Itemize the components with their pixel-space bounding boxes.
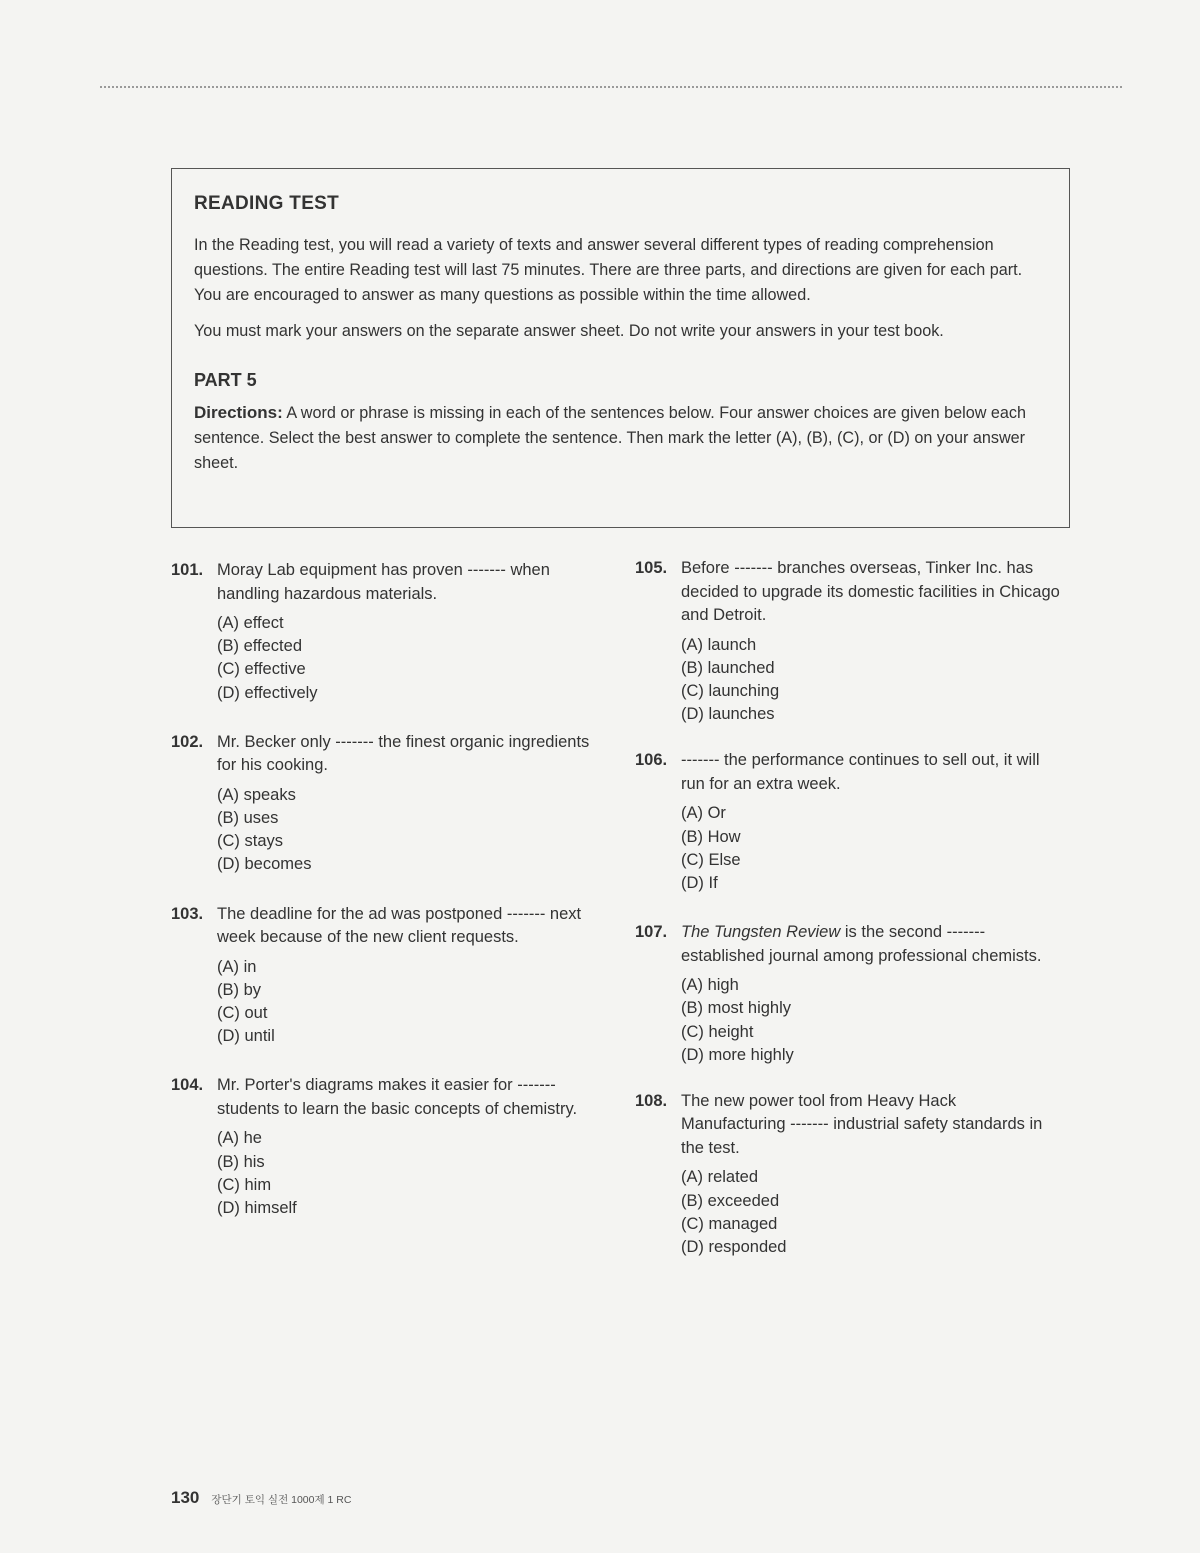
directions-label: Directions: bbox=[194, 403, 283, 422]
answer-option: (D) until bbox=[217, 1027, 275, 1046]
answer-option: (D) launches bbox=[681, 705, 775, 724]
answer-options bbox=[681, 634, 1065, 727]
questions-right-column bbox=[635, 557, 1065, 1259]
answer-option: (B) by bbox=[217, 980, 262, 999]
answer-option: (C) effective bbox=[217, 660, 306, 679]
answer-options bbox=[681, 1166, 1065, 1259]
answer-options bbox=[217, 784, 601, 877]
question-number: 107. bbox=[635, 923, 668, 942]
question-number: 104. bbox=[171, 1076, 204, 1095]
reading-test-heading: READING TEST bbox=[194, 193, 340, 214]
answer-option: (A) effect bbox=[217, 614, 284, 632]
book-title: 장단기 토익 실전 1000제 1 RC bbox=[211, 1494, 352, 1506]
answer-option: (A) in bbox=[217, 957, 257, 976]
question-103 bbox=[171, 903, 601, 1049]
answer-option: (D) becomes bbox=[217, 855, 312, 874]
question-102 bbox=[171, 731, 601, 877]
top-dotted-rule bbox=[100, 86, 1122, 88]
question-101 bbox=[171, 559, 601, 705]
answer-option: (A) he bbox=[217, 1129, 262, 1148]
answer-option: (C) Else bbox=[681, 850, 741, 869]
answer-option: (B) effected bbox=[217, 637, 302, 656]
answer-option: (B) his bbox=[217, 1152, 265, 1171]
question-text: Moray Lab equipment has proven ------- when handling hazardous materials. bbox=[217, 561, 550, 603]
directions-text: A word or phrase is missing in each of the sentences below. Four answer choices are given below each sentence. Select the best answer to complete the sentence. Then mark the letter (A), (B), (C), or (D) on your answer sheet. bbox=[194, 404, 1027, 472]
question-number: 103. bbox=[171, 904, 204, 923]
question-text: Mr. Porter's diagrams makes it easier for ------- students to learn the basic concepts of chemistry. bbox=[217, 1076, 578, 1118]
question-text: ------- the performance continues to sell out, it will run for an extra week. bbox=[681, 751, 1040, 793]
question-text: The new power tool from Heavy Hack Manufacturing ------- industrial safety standards in the test. bbox=[681, 1091, 1043, 1157]
page-footer bbox=[171, 1488, 351, 1508]
reading-test-instructions-box bbox=[171, 168, 1070, 528]
question-number: 106. bbox=[635, 751, 668, 770]
question-106 bbox=[635, 749, 1065, 895]
answer-option: (D) himself bbox=[217, 1199, 297, 1218]
journal-title: The Tungsten Review bbox=[681, 923, 841, 942]
question-text: The deadline for the ad was postponed ------- next week because of the new client requests. bbox=[217, 904, 582, 947]
answer-option: (C) stays bbox=[217, 832, 283, 851]
answer-option: (B) launched bbox=[681, 658, 775, 677]
answer-option: (D) If bbox=[681, 873, 718, 892]
answer-option: (C) height bbox=[681, 1022, 754, 1041]
answer-option: (C) managed bbox=[681, 1214, 778, 1233]
question-text-rest: is the second ------- established journal among professional chemists. bbox=[681, 923, 1042, 965]
answer-option: (B) exceeded bbox=[681, 1191, 780, 1210]
question-number: 105. bbox=[635, 559, 668, 577]
answer-option: (A) Or bbox=[681, 804, 726, 823]
answer-option: (D) more highly bbox=[681, 1045, 794, 1064]
answer-options bbox=[681, 974, 1065, 1067]
answer-option: (A) launch bbox=[681, 635, 757, 654]
question-108 bbox=[635, 1090, 1065, 1259]
question-text: Before ------- branches overseas, Tinker Inc. has decided to upgrade its domestic facilities in Chicago and Detroit. bbox=[681, 559, 1060, 624]
answer-options bbox=[217, 612, 601, 705]
answer-option: (D) responded bbox=[681, 1238, 787, 1257]
question-number: 101. bbox=[171, 561, 204, 579]
answer-option: (B) How bbox=[681, 827, 741, 846]
questions-left-column bbox=[171, 559, 601, 1220]
answer-options bbox=[217, 1127, 601, 1220]
question-107 bbox=[635, 921, 1065, 1067]
question-text bbox=[681, 921, 1065, 968]
answer-option: (A) high bbox=[681, 976, 739, 995]
question-text: Mr. Becker only ------- the finest organic ingredients for his cooking. bbox=[217, 732, 590, 775]
answer-option: (B) uses bbox=[217, 809, 279, 828]
part-directions bbox=[194, 400, 1043, 476]
answer-option: (A) related bbox=[681, 1168, 759, 1187]
reading-test-intro-paragraph: In the Reading test, you will read a variety of texts and answer several different types of reading comprehension questions. The entire Reading test will last 75 minutes. There are three parts, and directions are given for each part. You are encouraged to answer as many questions as possible within the time allowed. bbox=[194, 236, 1023, 304]
question-105 bbox=[635, 557, 1065, 726]
answer-option: (B) most highly bbox=[681, 999, 792, 1018]
page-number: 130 bbox=[171, 1488, 200, 1507]
answer-option: (A) speaks bbox=[217, 785, 296, 804]
question-number: 108. bbox=[635, 1091, 668, 1110]
question-104 bbox=[171, 1074, 601, 1220]
answer-options bbox=[681, 802, 1065, 895]
answer-option: (D) effectively bbox=[217, 683, 318, 702]
part-heading: PART 5 bbox=[194, 370, 257, 390]
question-number: 102. bbox=[171, 732, 204, 751]
answer-option: (C) out bbox=[217, 1004, 268, 1023]
answer-options bbox=[217, 956, 601, 1049]
answer-sheet-note: You must mark your answers on the separate answer sheet. Do not write your answers in your test book. bbox=[194, 322, 944, 340]
answer-option: (C) him bbox=[217, 1175, 272, 1194]
answer-option: (C) launching bbox=[681, 681, 780, 700]
